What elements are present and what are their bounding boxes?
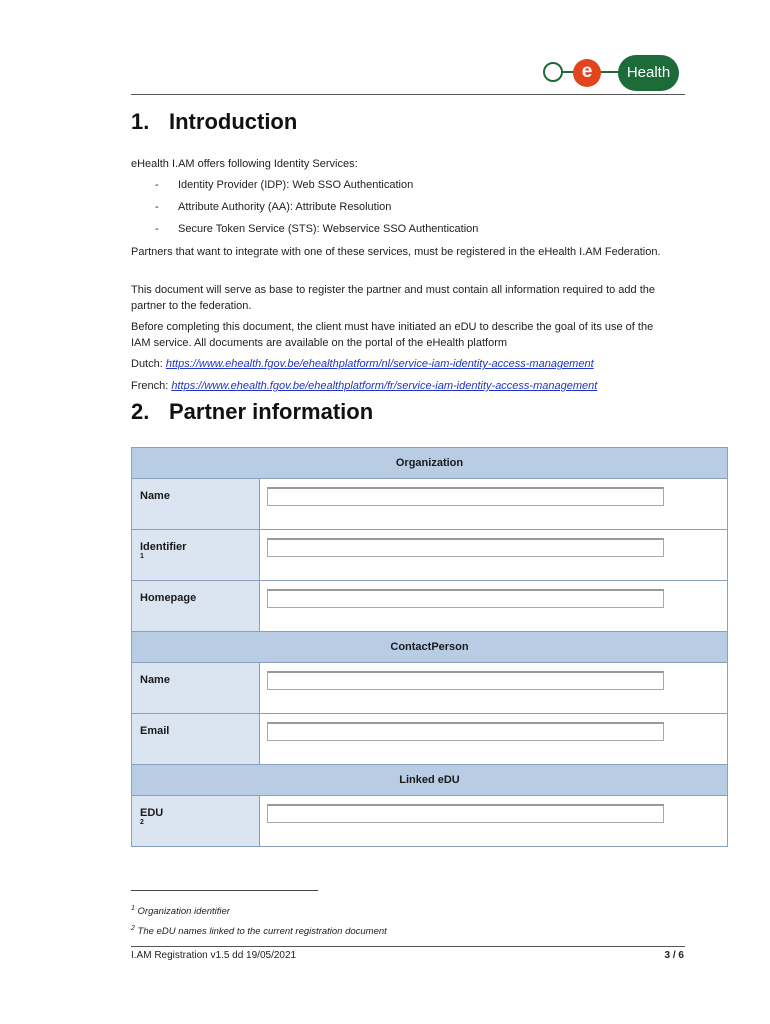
footnote: $^2$ The eDU names linked to the current registration document: [131, 925, 387, 938]
email-input[interactable]: [267, 722, 664, 741]
org-name-label: Name: [132, 479, 260, 530]
footer-document-version: I.AM Registration v1.5 dd 19/05/2021: [131, 950, 297, 961]
logo-ring-icon: [543, 62, 563, 82]
footnote-divider: [131, 890, 318, 891]
linked-edu-section-header: Linked eDU: [132, 765, 728, 796]
identifier-label: Identifier $^1$: [132, 530, 260, 581]
org-name-input[interactable]: [267, 487, 664, 506]
homepage-label: Homepage: [132, 581, 260, 632]
ehealth-logo: [543, 55, 679, 93]
french-portal-link[interactable]: https://www.ehealth.fgov.be/ehealthplatform/fr/service-iam-identity-access-management: [171, 380, 598, 392]
intro-paragraph: Partners that want to integrate with one of these services, must be registered in the eHealth I.AM Federation.: [131, 246, 661, 258]
intro-paragraph: Before completing this document, the client must have initiated an eDU to describe the goal of its use of the IAM service. All documents are available on the portal of the eHealth platform: [131, 321, 654, 349]
organization-section-header: Organization: [132, 448, 728, 479]
dutch-portal-link[interactable]: https://www.ehealth.fgov.be/ehealthplatform/nl/service-iam-identity-access-management: [165, 358, 594, 370]
footnote: $^1$ Organization identifier: [131, 905, 230, 918]
email-label: Email: [132, 714, 260, 765]
logo-health-badge: Health: [618, 55, 679, 91]
logo-e-badge: e: [573, 59, 601, 87]
edu-label: EDU $^2$: [132, 796, 260, 847]
identifier-input[interactable]: [267, 538, 664, 557]
intro-paragraph: This document will serve as base to register the partner and must contain all information required to add the partner to the federation.: [131, 284, 655, 312]
edu-input[interactable]: [267, 804, 664, 823]
section-heading-partner-information: 2. Partner information: [131, 399, 374, 424]
section-heading-introduction: 1. Introduction: [131, 109, 298, 134]
french-link-line: French: https://www.ehealth.fgov.be/ehealthplatform/fr/service-iam-identity-access-management: [131, 380, 598, 392]
bullet-item: - Attribute Authority (AA): Attribute Resolution: [155, 201, 392, 213]
partner-information-table: [131, 447, 728, 847]
header-divider: [131, 94, 685, 95]
intro-lead: eHealth I.AM offers following Identity Services:: [131, 158, 358, 170]
footnote-ref: 1: [140, 553, 144, 560]
homepage-input[interactable]: [267, 589, 664, 608]
footer-page-number: 3 / 6: [664, 950, 684, 961]
footer-divider: [131, 946, 685, 947]
contact-name-input[interactable]: [267, 671, 664, 690]
dutch-link-line: Dutch: https://www.ehealth.fgov.be/ehealthplatform/nl/service-iam-identity-access-management: [131, 358, 594, 370]
footnote-ref: 2: [140, 819, 144, 826]
bullet-item: - Secure Token Service (STS): Webservice SSO Authentication: [155, 223, 479, 235]
bullet-item: - Identity Provider (IDP): Web SSO Authentication: [155, 179, 414, 191]
contact-person-section-header: ContactPerson: [132, 632, 728, 663]
contact-name-label: Name: [132, 663, 260, 714]
